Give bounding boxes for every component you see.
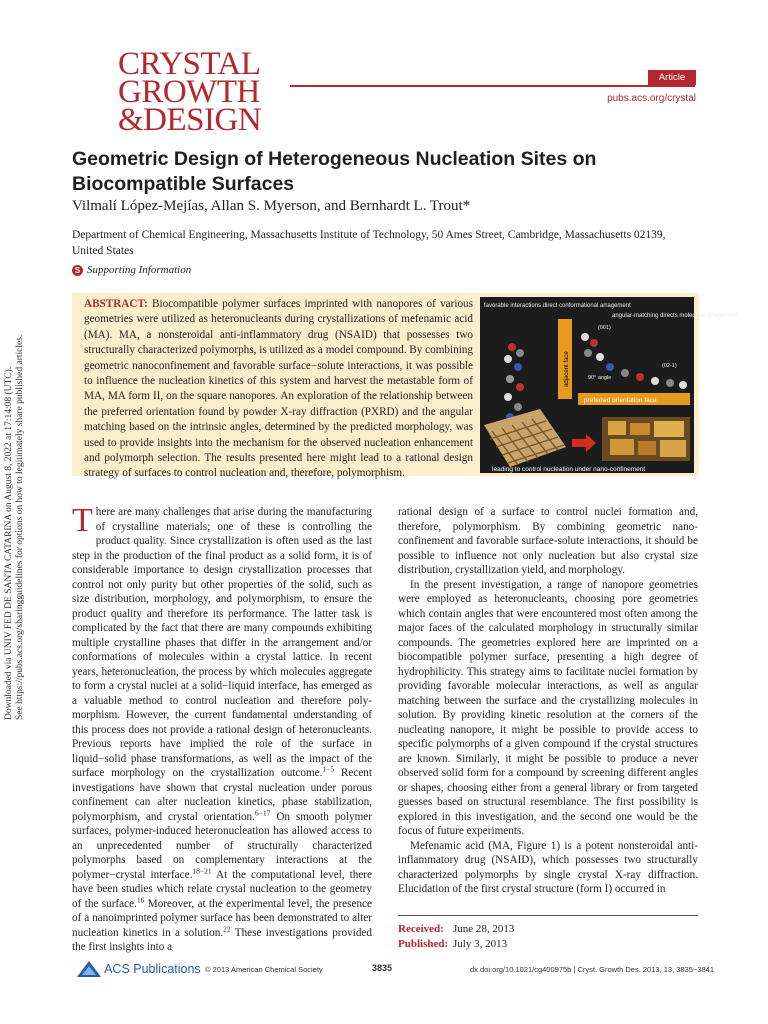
acs-publications-logo[interactable] [76,960,201,978]
header-rule [290,85,695,87]
watermark-line-1: Downloaded via UNIV FED DE SANTA CATARINA on August 8, 2022 at 17:14:08 (UTC). [4,366,14,720]
citation-ref[interactable]: 16 [136,894,145,904]
toc-graphic [480,297,738,473]
copyright: © 2013 American Chemical Society [205,965,323,974]
abstract [84,297,473,482]
face-001-label: (001) [598,325,611,331]
adjacent-face-label: adjacent face [564,351,570,387]
body-right-column [398,505,698,897]
received-label: Received: [398,923,444,935]
right-paragraph-2: In the present investigation, a range of nanopore geometries were employed as heteronucleants, choosing pore geometries which contain angles that were encountered most often among the major faces of the calculated morphology in structurally similar compounds. The geometries explored here are imprinted on a biocompatible polymer surface, presenting a high degree of hydrophilicity. This strategy aims to facilitate nuclei formation by providing favorable molecular interactions, as well as angular matching between the surface and the crystallizing molecules in solution. By providing kinetic resolution at the corners of the nucleating nanopore, it might be possible to provide access to specific polymorphs of a given compound if the crystal structures are known. Similarly, it might be possible to produce a never observed solid form for a compound by screening different angles or shapes, choosing either from a general library or from targeted guesses based on structural resemblance. The first possibility is explored in this investigation, and the second one would be the focus of future experiments. [398,578,698,837]
affiliation: Department of Chemical Engineering, Massachusetts Institute of Technology, 50 Ames Street, Cambridge, Massachusetts 02139, United States [72,229,666,257]
paper-title: Geometric Design of Heterogeneous Nucleation Sites on Biocompatible Surfaces [72,148,597,195]
publisher-name: ACS Publications [104,962,201,976]
body-left-column: There are many challenges that arise during the manufacturing of crystalline materials; one of these is controlling the product quality. Since crystallization is often used as the last step in the production of the final product as a solid form, it is of considerable importance to design crystallization processes that control not only purity but other properties of the solid, such as size distribution, morphology, and polymorphism, to ensure the product quality and therefore its performance. The latter task is complicated by the fact that there are many compounds exhibiting multiple crystalline phases that differ in the arrangement and/or conformations of molecules within a crystal lattice. In recent years, heteronucleation, the process by which molecules aggregate to form a crystal nuclei at a solid−liquid interface, has emerged as a valuable method to control nucleation and therefore polymorphism. However, the current fundamental understanding of this process does not provide a rational design of heteronucleants. Previous reports have implied the role of the surface in liquid−solid phase transformations, as well as the impact of the surface morphology on the crystallization outcome.$^{1-5}$ Recent investigations have shown that crystal nucleation under porous confinement can alter nucleation kinetics, phase stabilization, polymorphism, and crystal orientation.$^{6-17}$ On smooth polymer surfaces, polymer-induced heteronucleation has allowed access to an unprecedented number of structurally characterized polymorphs based on complementary interactions at the polymer−crystal interface.$^{18-21}$ At the computational level, there have been studies which relate crystal nucleation to the geometry of the surface.$^{16}$ Moreover, at the experimental level, the presence of a nanoimprinted polymer surface has been demonstrated to alter nucleation kinetics in a solution.$^{22}$ These investigations provided the first insights into a [72,502,372,953]
angular-matching-label: angular-matching directs molecular arragement [612,313,738,319]
supporting-info-label: Supporting Information [87,264,192,276]
published-label: Published: [398,938,449,950]
abstract-label: ABSTRACT: [84,298,148,310]
citation-ref[interactable]: 22 [223,923,231,933]
author-list: Vilmalí López-Mejías, Allan S. Myerson, and Bernhardt L. Trout* [72,198,471,214]
left-paragraph-1: here are many challenges that arise during the manufacturing of crystalline materials; one of these is controlling the product quality. Since crystallization is often used as the last step in the production of the final product as a solid form, it is of considerable importance to design crystallization processes that control not only purity but other properties of the solid, such as size distribution, morphology, and polymorphism, to ensure the product quality and therefore its performance. The latter task is complicated by the fact that there are many compounds exhibiting multiple crystalline phases that differ in the arrangement and/or conformations of molecules within a crystal lattice. In recent years, heteronucleation, the process by which molecules aggregate to form a crystal nuclei at a solid−liquid interface, has emerged as a valuable method to control nucleation and therefore polymorphism. However, the current fundamental understanding of this process does not provide a rational design of heteronucleants. Previous reports have implied the role of the surface in liquid−solid phase transformations, as well as the impact of the surface morphology on the crystallization outcome. [72,506,372,779]
citation-ref[interactable]: 6−17 [254,807,271,817]
angle-label: 90° angle [588,375,612,381]
received-date: June 28, 2013 [453,923,515,935]
doi-link[interactable]: dx.doi.org/10.1021/cg400975b | Cryst. Growth Des. 2013, 13, 3835−3841 [470,965,714,974]
acs-logo-icon [76,960,102,978]
publication-dates [398,915,698,952]
watermark-line-2: See https://pubs.acs.org/sharingguidelines for options on how to legitimately share published articles. [15,334,25,720]
face-021-label: (02-1) [662,363,677,369]
drop-cap: T [72,502,93,539]
article-type-badge: Article [648,70,696,85]
supporting-info-link[interactable] [72,264,191,276]
page-number: 3835 [372,963,393,973]
right-paragraph-1: rational design of a surface to control nuclei formation and, therefore, polymorphism. By combining geometric nanoconfinement and favorable surface-solute interactions, it should be possible to influence not only nucleation but also crystal size distribution, crystallization yield, and morphology. [398,506,698,576]
right-paragraph-3: Mefenamic acid (MA, Figure 1) is a potent nonsteroidal anti-inflammatory drug (NSAID), which possesses two structurally characterized polymorphs by single crystal X-ray diffraction. Elucidation of the first crystal structure (form I) occurred in [398,839,698,895]
download-watermark [4,300,25,720]
crystal-surface-icon [602,417,690,461]
toc-caption: leading to control nucleation under nano-confinement [492,466,646,473]
toc-figure [480,297,738,473]
preferred-face-label: preferred orientation face [584,397,657,404]
citation-ref[interactable]: 18−21 [192,865,212,875]
favorable-interactions-label: favorable interactions direct conformational arragement [484,303,631,309]
journal-logo: CRYSTAL GROWTH &DESIGN [118,46,262,138]
journal-url-link[interactable]: pubs.acs.org/crystal [607,93,696,104]
citation-ref[interactable]: 1−5 [322,764,335,774]
supporting-info-icon: S [72,265,83,276]
published-date: July 3, 2013 [453,938,508,950]
abstract-text: Biocompatible polymer surfaces imprinted with nanopores of various geometries were utilized as heteronucleants during crystallizations of mefenamic acid (MA). MA, a nonsteroidal anti-inflammatory drug (NSAID) that possesses two structurally characterized polymorphs, is utilized as a model compound. By combining geometric nanoconfinement and favorable surface−solute interactions, it was possible to influence the nucleation kinetics of this system and harvest the metastable form of MA, MA form II, on the square nanopores. An exploration of the relationship between the preferred orientation found by powder X-ray diffraction (PXRD) and the angular matching based on the intrinsic angles, determined by the predicted morphology, was used to provide insights into the mechanism for the observed nucleation enhancement and polymorph selection. The results presented here might lead to a rational design strategy of surfaces to control nucleation and, therefore, polymorphism. [84,298,473,480]
